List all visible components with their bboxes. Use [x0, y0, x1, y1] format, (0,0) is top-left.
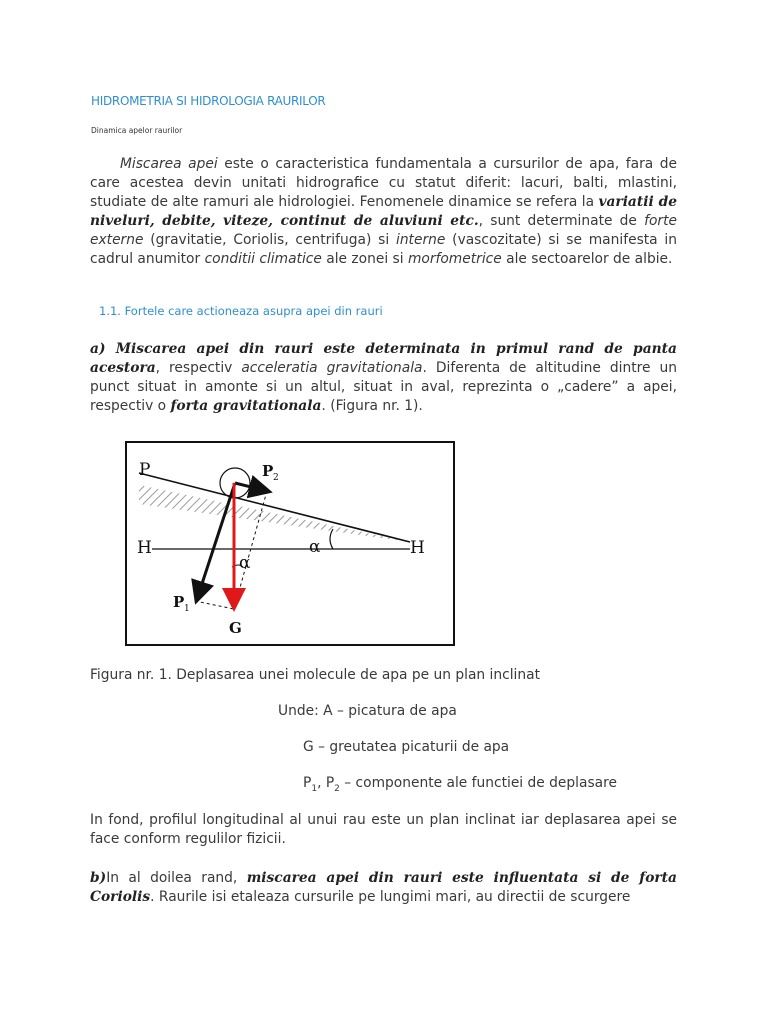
- para-b-text-2: In al doilea rand,: [106, 870, 247, 886]
- intro-text-10: ale zonei si: [321, 251, 408, 267]
- document-subtitle: Dinamica apelor raurilor: [91, 126, 183, 135]
- legend-3-sub2: 2: [334, 783, 340, 794]
- legend-3b: , P: [317, 775, 335, 791]
- label-p1: P: [173, 593, 185, 611]
- legend-3a: P: [303, 775, 312, 791]
- intro-text-3: variatii de niveluri, debite, viteze, continut de aluviuni etc.: [90, 194, 677, 229]
- document-title: HIDROMETRIA SI HIDROLOGIA RAURILOR: [91, 94, 326, 108]
- intro-text-6: (gravitatie, Coriolis, centrifuga) si: [143, 232, 396, 248]
- label-h-right: H: [410, 538, 425, 558]
- section-heading: 1.1. Fortele care actioneaza asupra apei din rauri: [99, 304, 383, 318]
- legend-3-sub1: 1: [311, 783, 318, 794]
- label-p: P: [139, 460, 151, 480]
- intro-text-12: ale sectoarelor de albie.: [501, 251, 673, 267]
- label-alpha-1: α: [309, 537, 321, 557]
- para-a-text-4: . Diferenta de altitudine dintre un punct situat in amonte si un altul, situat in aval, reprezinta o „cadere” a apei, respectiv o: [90, 360, 677, 414]
- label-alpha-2: α: [239, 553, 251, 573]
- intro-text-7: interne: [395, 232, 446, 248]
- paragraph-fond: In fond, profilul longitudinal al unui rau este un plan inclinat iar deplasarea apei se face conform regulilor fizicii.: [90, 812, 677, 847]
- intro-text-2: este o caracteristica fundamentala a cursurilor de apa, fara de care acestea devin unitati hidrografice cu statut diferit: lacuri, balti, mlastini, studiate de alte ramuri ale hidrologiei. Fenomenele dinamice se refera la: [90, 156, 677, 210]
- legend-line-1: Unde: A – picatura de apa: [278, 703, 457, 719]
- para-a-text-3: acceleratia gravitationala: [241, 360, 423, 376]
- legend-3c: – componente ale functiei de deplasare: [339, 775, 617, 791]
- legend-line-2: G – greutatea picaturii de apa: [303, 739, 510, 755]
- intro-text-4: , sunt determinate de: [478, 213, 645, 229]
- figure-caption: Figura nr. 1. Deplasarea unei molecule de apa pe un plan inclinat: [90, 667, 540, 683]
- dashed-line-2: [195, 601, 234, 609]
- vector-p2: [235, 483, 267, 491]
- para-a-text-5: forta gravitationala: [170, 398, 322, 414]
- para-a-text-2: , respectiv: [155, 360, 242, 376]
- para-b-text-1: b): [90, 870, 107, 886]
- para-a-text-6: . (Figura nr. 1).: [321, 398, 423, 414]
- paragraph-b: [90, 869, 677, 907]
- inclined-plane-diagram: [127, 443, 453, 644]
- label-p2-sub: 2: [273, 473, 279, 483]
- label-h-left: H: [137, 538, 152, 558]
- legend-line-3: [303, 775, 617, 794]
- intro-text-1: Miscarea apei: [120, 156, 218, 172]
- intro-text-8: (vascozitate) si se manifesta in cadrul anumitor: [90, 232, 678, 267]
- intro-text-11: morfometrice: [407, 251, 502, 267]
- intro-text-5: forte externe: [90, 213, 677, 248]
- para-a-text-1: a) Miscarea apei din rauri este determinata in primul rand de panta acestora: [90, 341, 677, 376]
- intro-paragraph: [90, 155, 677, 269]
- figure-inclined-plane: [125, 441, 455, 646]
- paragraph-a: [90, 340, 677, 416]
- label-p2: P: [262, 462, 274, 480]
- label-g: G: [229, 619, 242, 637]
- hatched-ground: [139, 485, 410, 542]
- para-b-text-3: miscarea apei din rauri este influentata si de forta Coriolis: [90, 870, 677, 905]
- intro-text-9: conditii climatice: [204, 251, 322, 267]
- angle-arc: [330, 529, 333, 549]
- para-b-text-4: . Raurile isi etaleaza cursurile pe lungimi mari, au directii de scurgere: [150, 889, 631, 905]
- label-p1-sub: 1: [184, 604, 190, 614]
